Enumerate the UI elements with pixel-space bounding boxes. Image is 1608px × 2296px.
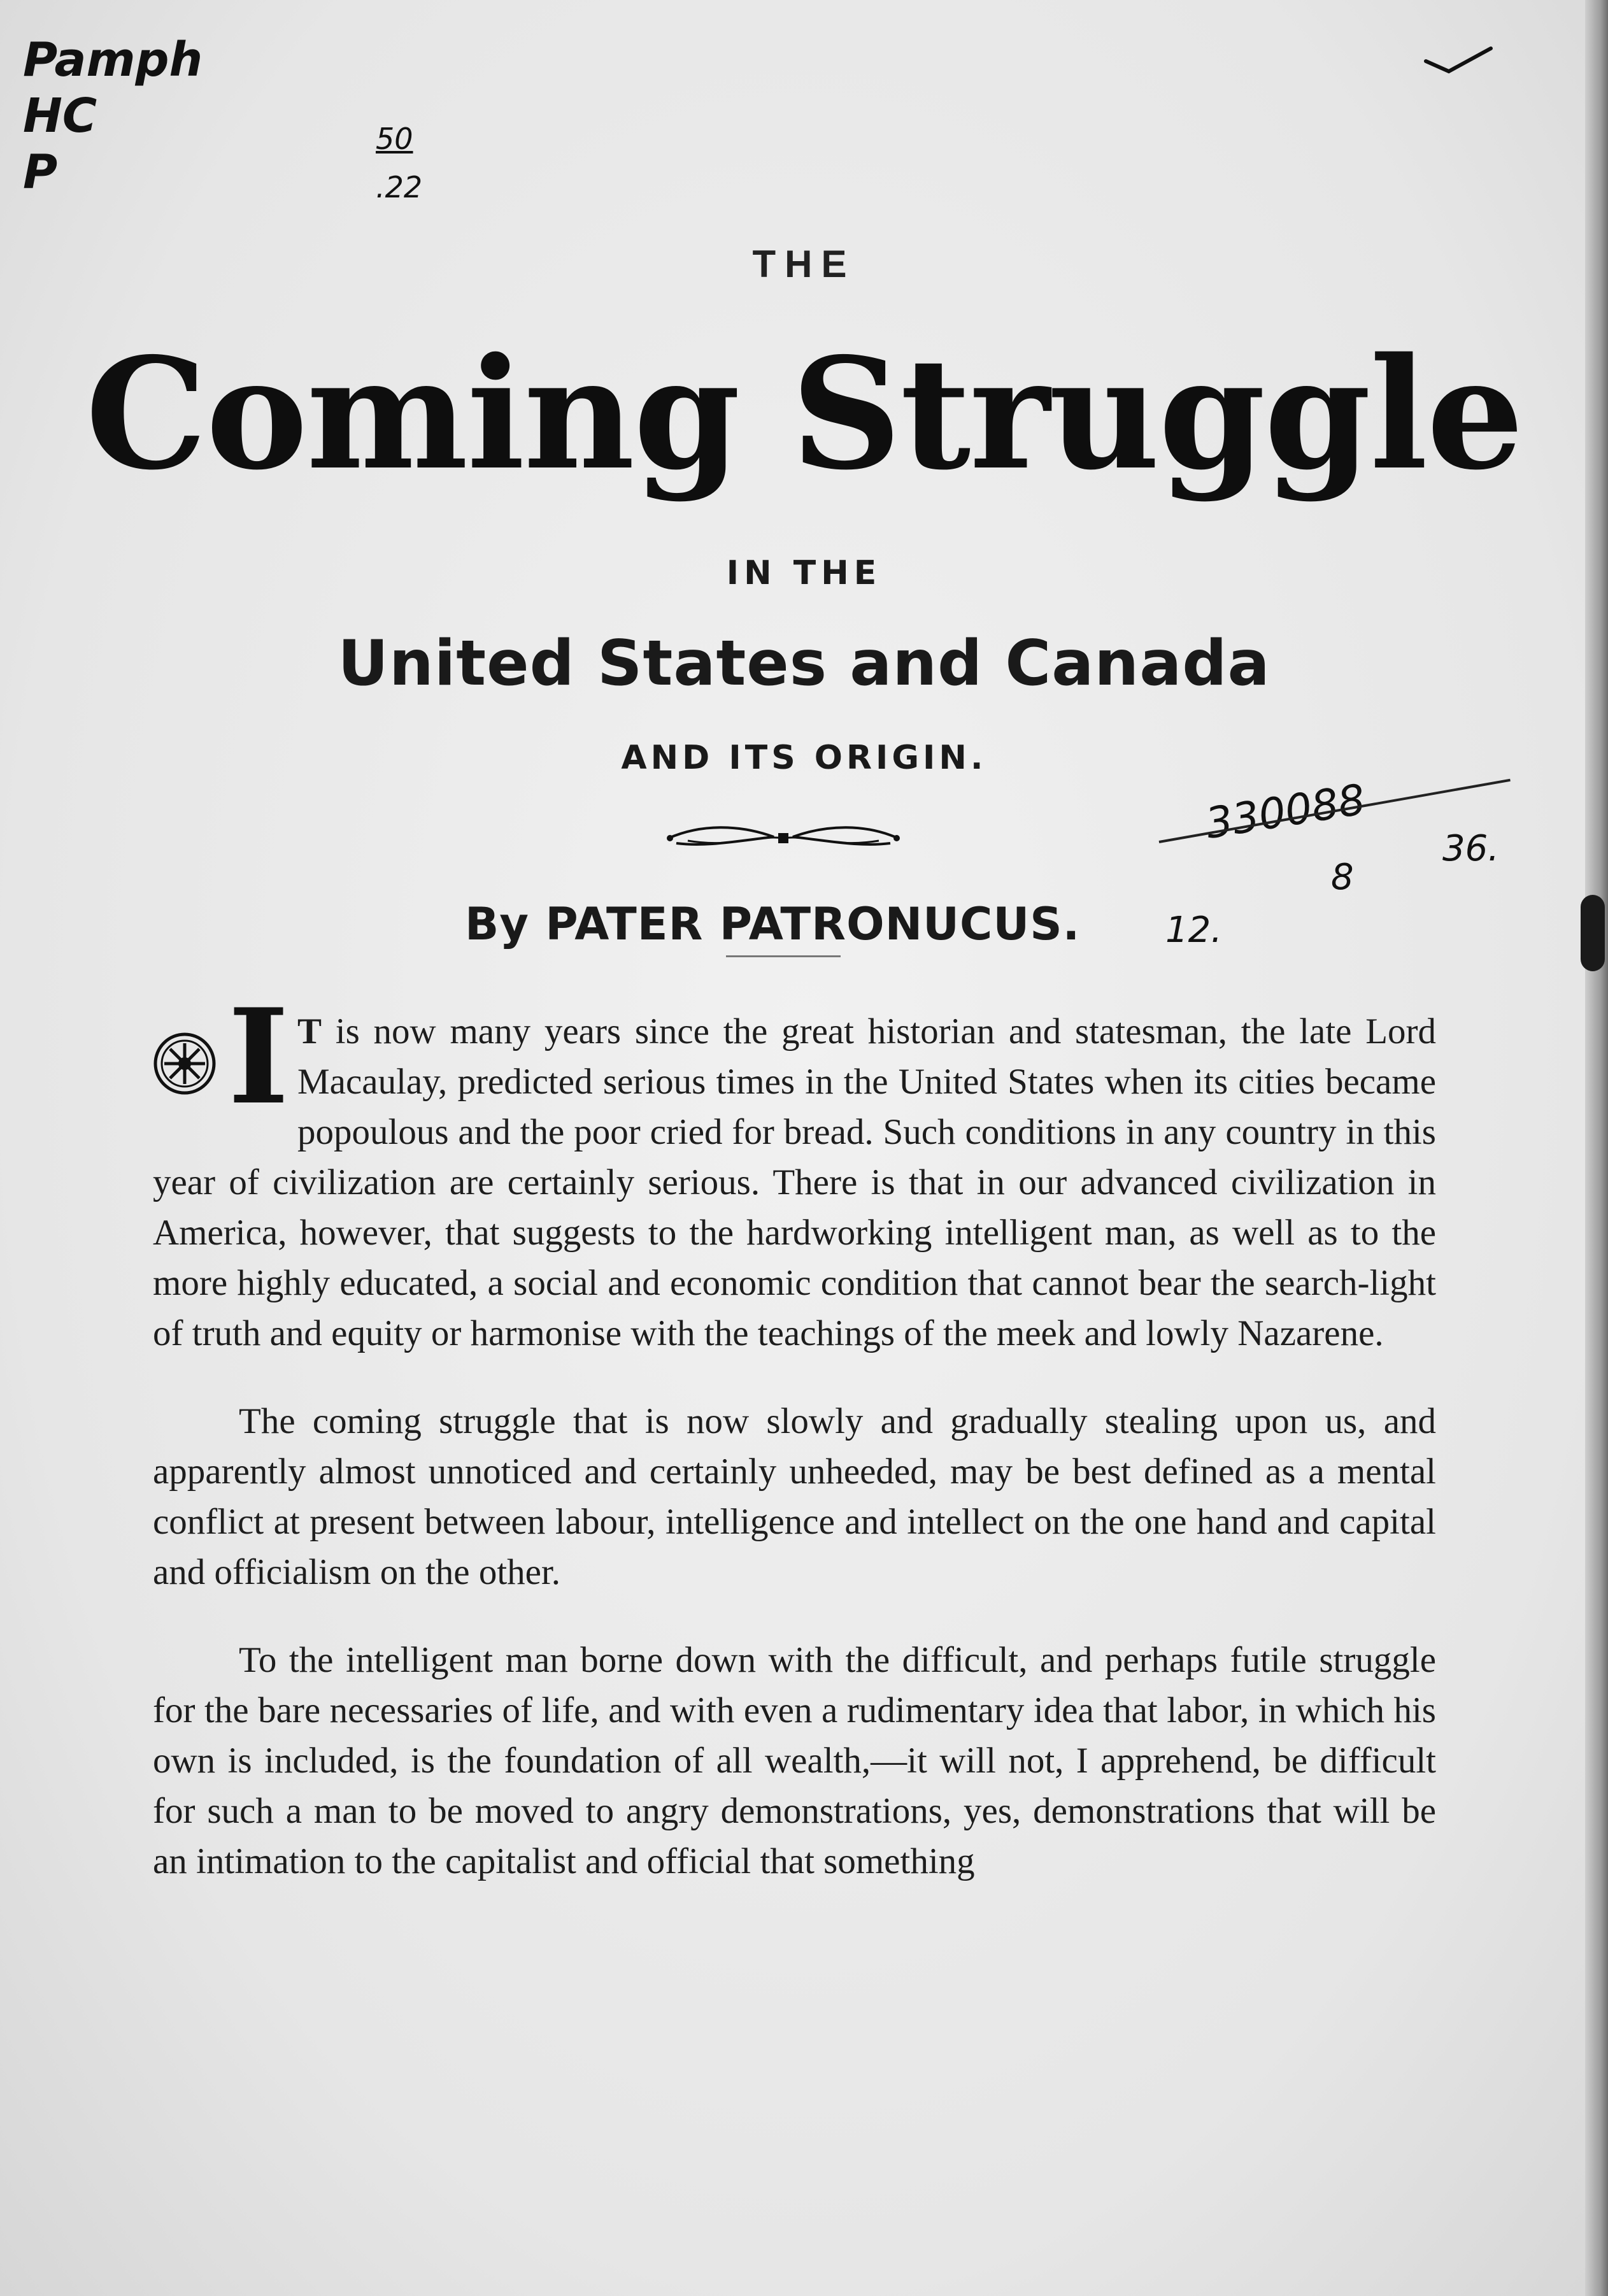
author-byline: By PATER PATRONUCUS. — [465, 898, 1081, 950]
catalog-line: HC — [23, 89, 97, 143]
title-the: THE — [752, 243, 856, 285]
byline-underline — [726, 955, 841, 957]
handwritten-catalog-mark — [23, 32, 203, 200]
paragraph-1 — [153, 981, 1436, 1358]
handwritten-page-mark: 12. — [1165, 909, 1223, 951]
paragraph-1-text: is now many years since the great historian and statesman, the late Lord Macaulay, predicted serious times in the United States when its cities became popoulous and the poor cried for bread. Such conditions in any country in this year of civilization are certainly serious. There is that in our advanced civilization in America, however, that suggests to the hardworking intelligent man, as well as to the more highly educated, a social and economic condition that cannot bear the search-light of truth and equity or harmonise with the teachings of the meek and lowly Nazarene. — [153, 1011, 1436, 1353]
paragraph-2: The coming struggle that is now slowly and gradually stealing upon us, and apparently almost unnoticed and certainly unheeded, may be best defined as a mental conflict at present between labour, intelligence and intellect on the one hand and capital and officialism on the other. — [153, 1401, 1436, 1592]
rosette-ornament-icon — [153, 1032, 217, 1095]
handwritten-shelf-number — [376, 115, 422, 211]
catalog-line: Pamph — [23, 32, 203, 87]
handwritten-call-number-mid: 8 — [1331, 857, 1354, 898]
handwritten-call-number: 330088 — [1202, 774, 1369, 848]
paragraph-3: To the intelligent man borne down with the difficult, and perhaps futile struggle for the bare necessaries of life, and with even a rudimentary idea that labor, in which his own is included, is the foundation of all wealth,—it will not, I apprehend, be difficult for such a man to be moved to angry demonstrations, yes, demonstrations that will be an intimation to the capitalist and official that something — [153, 1640, 1436, 1881]
title-countries: United States and Canada — [338, 627, 1270, 700]
shelf-number-top: 50 — [376, 122, 413, 156]
title-origin: AND ITS ORIGIN. — [621, 739, 987, 777]
check-mark-icon — [1423, 45, 1493, 76]
title-in-the: IN THE — [726, 554, 882, 592]
catalog-line: P — [23, 145, 58, 199]
drop-cap-block — [153, 981, 297, 1134]
page-title: Coming Struggle — [85, 324, 1523, 504]
ornament-flourish-icon — [662, 822, 904, 855]
drop-cap: I — [228, 981, 289, 1134]
article-body — [153, 981, 1436, 1886]
shelf-number-bottom: .22 — [376, 170, 423, 204]
first-letter: T — [297, 1011, 322, 1052]
ink-smudge — [1581, 895, 1605, 971]
handwritten-call-number-right: 36. — [1442, 828, 1500, 869]
